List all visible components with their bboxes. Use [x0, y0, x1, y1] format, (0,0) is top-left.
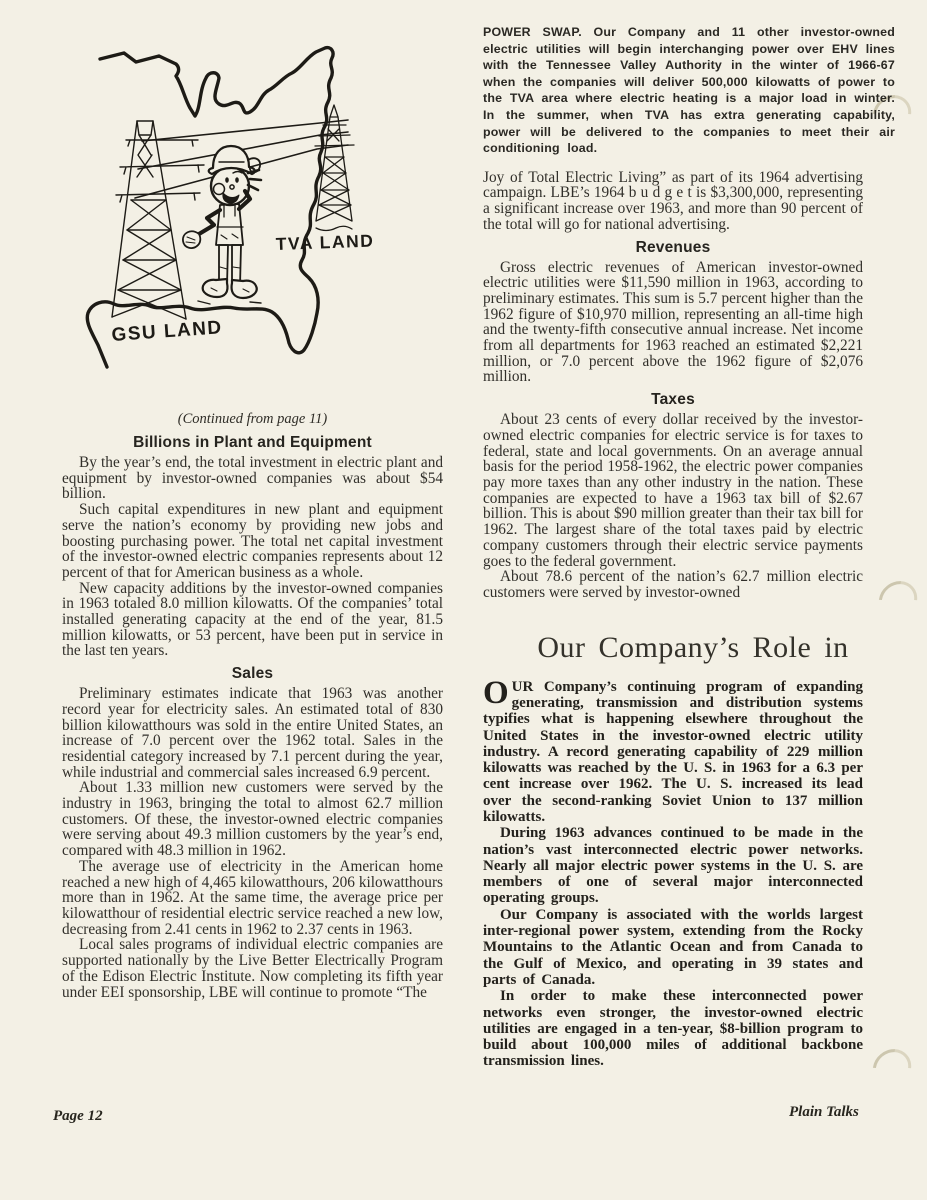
continued-note: (Continued from page 11): [177, 411, 328, 427]
glove: [183, 231, 200, 248]
paragraph-plant-1: By the year’s end, the total investment in electric plant and equipment by investor-owned companies was about $54 billion.: [62, 454, 443, 503]
lineman-mascot: [183, 146, 261, 304]
article-title-our-companys-role: Our Company’s Role in: [537, 630, 849, 664]
heading-taxes: Taxes: [651, 391, 695, 409]
paragraph-lbe: Joy of Total Electric Living” as part of its 1964 advertising campaign. LBE’s 1964 b u d g e t is $3,300,000, representing a significant increase over 1963, and more than 90 percent of the total will go for national advertising.: [483, 168, 863, 233]
binder-hole-artifact: [871, 573, 925, 626]
role-intro-text: UR Company’s continuing program of expanding generating, transmission and distribution systems typifies what is happening elsewhere throughout the United States in the investor-owned electric utility industry. A record generating capability of 229 million kilowatts was reached by the U. S. in 1963 for a 6.3 per cent increase over 1962. The U. S. increased its lead over the second-ranking Soviet Union to 137 million kilowatts.: [483, 678, 863, 825]
paragraph-role-3: In order to make these interconnected power networks even stronger, the investor-owned electric utilities are engaged in a ten-year, $8-billion program to build about 100,000 miles of additional backbone transmission lines.: [483, 988, 863, 1070]
left-column: [62, 0, 443, 1000]
publication-name: Plain Talks: [789, 1104, 859, 1120]
map-cartoon-drawing: [80, 45, 410, 395]
paragraph-revenues: Gross electric revenues of American investor-owned electric utilities were $11,590 million in 1963, according to preliminary estimates. This sum is 5.7 percent higher than the 1962 figure of $10,970 million, representing an all-time high and the twenty-fifth consecutive annual increase. Net income from all departments for 1963 reached an estimated $2,221 million, or 7.0 percent above the 1962 figure of $2,076 million.: [483, 258, 863, 386]
heading-revenues: Revenues: [635, 238, 711, 256]
illustration-tva-gsu-map: [80, 45, 410, 395]
heading-sales: Sales: [231, 665, 274, 683]
boot-left: [203, 279, 228, 297]
power-swap-note: POWER SWAP. Our Company and 11 other investor-owned electric utilities will begin interchanging power over EHV lines with the Tennessee Valley Authority in the winter of 1966-67 when the companies will deliver 500,000 kilowatts of power to the TVA area where electric heating is a major load in winter. In the summer, when TVA has extra generating capability, power will be delivered to the companies to meet their air conditioning load.: [483, 25, 895, 156]
paragraph-taxes-1: About 23 cents of every dollar received by the investor-owned electric companies for electric service is for taxes to federal, state and local governments. On an average annual basis for the period 1958-1962, the electric power companies pay more taxes than any other industry in the nation. These companies are expected to have a 1963 tax bill of $2.67 billion. This is about $90 million greater than their tax bill for 1962. The largest share of the total taxes paid by electric company customers through their electric service payments goes to the federal government.: [483, 411, 863, 570]
paragraph-plant-3: New capacity additions by the investor-owned companies in 1963 totaled 8.0 million kilowatts. Of the companies’ total installed generating capacity at the end of the year, 81.5 million kilowatts, or 53 percent, have been put in service in the last ten years.: [62, 579, 443, 660]
paragraph-sales-4: Local sales programs of individual electric companies are supported nationally by the Live Better Electrically Program of the Edison Electric Institute. Now completing its fifth year under EEI sponsorship, LBE will continue to promote “The: [62, 936, 443, 1001]
right-column: [483, 0, 895, 1070]
ground-squiggle: [316, 226, 352, 230]
paragraph-sales-3: The average use of electricity in the American home reached a new high of 4,465 kilowatthours, 206 kilowatthours more than in 1962. At the same time, the average price per kilowatthour of residential electric service reached a new low, decreasing from 2.41 cents in 1962 to 2.37 cents in 1963.: [62, 857, 443, 938]
paragraph-role-2: Our Company is associated with the worlds largest inter-regional power system, extending from the Rocky Mountains to the Atlantic Ocean and from Canada to the Gulf of Mexico, and operating in 39 states and parts of Canada.: [483, 906, 863, 988]
paragraph-plant-2: Such capital expenditures in new plant and equipment serve the nation’s economy by providing new jobs and boosting purchasing power. The total net capital investment of the investor-owned electric companies represents about 12 percent of that for American business as a whole.: [62, 501, 443, 581]
page-number: Page 12: [53, 1108, 103, 1124]
ground-dashes: [198, 301, 261, 304]
gsu-land-label: GSU LAND: [110, 317, 224, 346]
dropcap-o: O: [483, 674, 509, 711]
binder-hole-artifact: [865, 1041, 919, 1094]
paragraph-taxes-2: About 78.6 percent of the nation’s 62.7 million electric customers were served by investor-owned: [483, 568, 863, 601]
heading-billions-plant-equipment: Billions in Plant and Equipment: [133, 434, 372, 451]
transmission-tower-left: [112, 121, 204, 319]
role-intro-paragraph: [483, 674, 863, 826]
paragraph-role-1: During 1963 advances continued to be made in the nation’s vast interconnected electric power networks. Nearly all major electric power systems in the U. S. are members of one of several major interconnected operating groups.: [483, 825, 863, 907]
tva-land-label: TVA LAND: [275, 230, 375, 254]
paragraph-sales-1: Preliminary estimates indicate that 1963 was another record year for electricity sales. An estimated total of 830 billion kilowatthours was sold in the entire United States, an increase of 7.0 percent over the 1962 total. Sales in the residential category increased by 7.1 percent during the year, while industrial and commercial sales increased 6.9 percent.: [62, 685, 443, 781]
paragraph-sales-2: About 1.33 million new customers were served by the industry in 1963, bringing the total to almost 62.7 million customers. Of these, the investor-owned electric companies were serving about 49.3 million customers by the year’s end, compared with 48.3 million in 1962.: [62, 779, 443, 860]
